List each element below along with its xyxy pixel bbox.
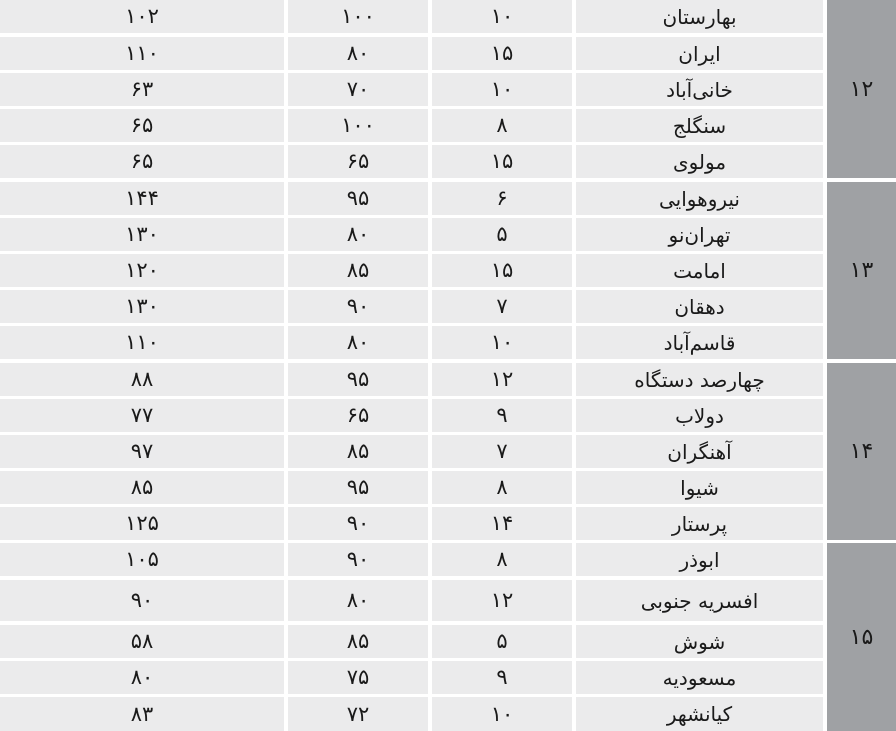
zone-cell: ۱۵ — [827, 543, 896, 731]
value-a-cell: ۱۲ — [432, 580, 572, 621]
district-name-cell: تهران‌نو — [576, 218, 823, 251]
value-c-cell: ۱۲۵ — [0, 507, 284, 540]
district-name-cell: کیانشهر — [576, 697, 823, 731]
value-c-cell: ۶۵ — [0, 145, 284, 178]
value-b-cell: ۹۵ — [288, 363, 428, 396]
value-a-cell: ۷ — [432, 435, 572, 468]
district-name-cell: ایران — [576, 37, 823, 70]
value-b-cell: ۹۰ — [288, 290, 428, 323]
value-c-cell: ۱۴۴ — [0, 182, 284, 215]
district-name-cell: شوش — [576, 625, 823, 658]
value-c-cell: ۱۰۲ — [0, 0, 284, 33]
value-c-cell: ۸۵ — [0, 471, 284, 504]
value-c-cell: ۶۳ — [0, 73, 284, 106]
zone-cell: ۱۳ — [827, 182, 896, 359]
district-name-cell: پرستار — [576, 507, 823, 540]
district-name-cell: چهارصد دستگاه — [576, 363, 823, 396]
value-a-cell: ۱۵ — [432, 145, 572, 178]
value-b-cell: ۸۰ — [288, 218, 428, 251]
district-name-cell: دهقان — [576, 290, 823, 323]
value-a-cell: ۸ — [432, 471, 572, 504]
value-a-cell: ۱۰ — [432, 326, 572, 359]
value-b-cell: ۱۰۰ — [288, 0, 428, 33]
value-a-cell: ۱۰ — [432, 697, 572, 731]
value-b-cell: ۹۵ — [288, 471, 428, 504]
zone-cell: ۱۲ — [827, 0, 896, 178]
value-b-cell: ۹۰ — [288, 507, 428, 540]
value-c-cell: ۶۵ — [0, 109, 284, 142]
value-b-cell: ۸۰ — [288, 326, 428, 359]
district-name-cell: دولاب — [576, 399, 823, 432]
district-name-cell: ابوذر — [576, 543, 823, 576]
value-a-cell: ۱۰ — [432, 73, 572, 106]
district-name-cell: قاسم‌آباد — [576, 326, 823, 359]
value-c-cell: ۷۷ — [0, 399, 284, 432]
value-a-cell: ۱۵ — [432, 37, 572, 70]
district-name-cell: افسریه جنوبی — [576, 580, 823, 621]
district-name-cell: مسعودیه — [576, 661, 823, 694]
value-b-cell: ۸۵ — [288, 254, 428, 287]
value-c-cell: ۱۳۰ — [0, 290, 284, 323]
district-name-cell: آهنگران — [576, 435, 823, 468]
value-a-cell: ۶ — [432, 182, 572, 215]
value-c-cell: ۱۰۵ — [0, 543, 284, 576]
value-a-cell: ۵ — [432, 218, 572, 251]
district-name-cell: خانی‌آباد — [576, 73, 823, 106]
district-name-cell: نیروهوایی — [576, 182, 823, 215]
value-a-cell: ۵ — [432, 625, 572, 658]
district-name-cell: مولوی — [576, 145, 823, 178]
value-b-cell: ۱۰۰ — [288, 109, 428, 142]
value-b-cell: ۹۵ — [288, 182, 428, 215]
value-a-cell: ۱۵ — [432, 254, 572, 287]
value-b-cell: ۸۰ — [288, 580, 428, 621]
value-b-cell: ۸۰ — [288, 37, 428, 70]
value-a-cell: ۹ — [432, 661, 572, 694]
district-name-cell: امامت — [576, 254, 823, 287]
district-name-cell: سنگلج — [576, 109, 823, 142]
value-b-cell: ۸۵ — [288, 625, 428, 658]
value-b-cell: ۶۵ — [288, 145, 428, 178]
value-a-cell: ۹ — [432, 399, 572, 432]
value-a-cell: ۸ — [432, 543, 572, 576]
value-b-cell: ۷۵ — [288, 661, 428, 694]
value-c-cell: ۹۷ — [0, 435, 284, 468]
value-a-cell: ۱۲ — [432, 363, 572, 396]
district-name-cell: بهارستان — [576, 0, 823, 33]
value-b-cell: ۹۰ — [288, 543, 428, 576]
value-c-cell: ۱۲۰ — [0, 254, 284, 287]
value-a-cell: ۱۴ — [432, 507, 572, 540]
zone-cell: ۱۴ — [827, 363, 896, 540]
value-a-cell: ۸ — [432, 109, 572, 142]
value-c-cell: ۵۸ — [0, 625, 284, 658]
value-c-cell: ۱۱۰ — [0, 37, 284, 70]
value-a-cell: ۱۰ — [432, 0, 572, 33]
value-c-cell: ۹۰ — [0, 580, 284, 621]
value-c-cell: ۱۱۰ — [0, 326, 284, 359]
value-c-cell: ۸۸ — [0, 363, 284, 396]
district-name-cell: شیوا — [576, 471, 823, 504]
value-c-cell: ۸۰ — [0, 661, 284, 694]
value-a-cell: ۷ — [432, 290, 572, 323]
value-b-cell: ۷۲ — [288, 697, 428, 731]
value-b-cell: ۶۵ — [288, 399, 428, 432]
value-c-cell: ۸۳ — [0, 697, 284, 731]
value-b-cell: ۷۰ — [288, 73, 428, 106]
value-c-cell: ۱۳۰ — [0, 218, 284, 251]
value-b-cell: ۸۵ — [288, 435, 428, 468]
